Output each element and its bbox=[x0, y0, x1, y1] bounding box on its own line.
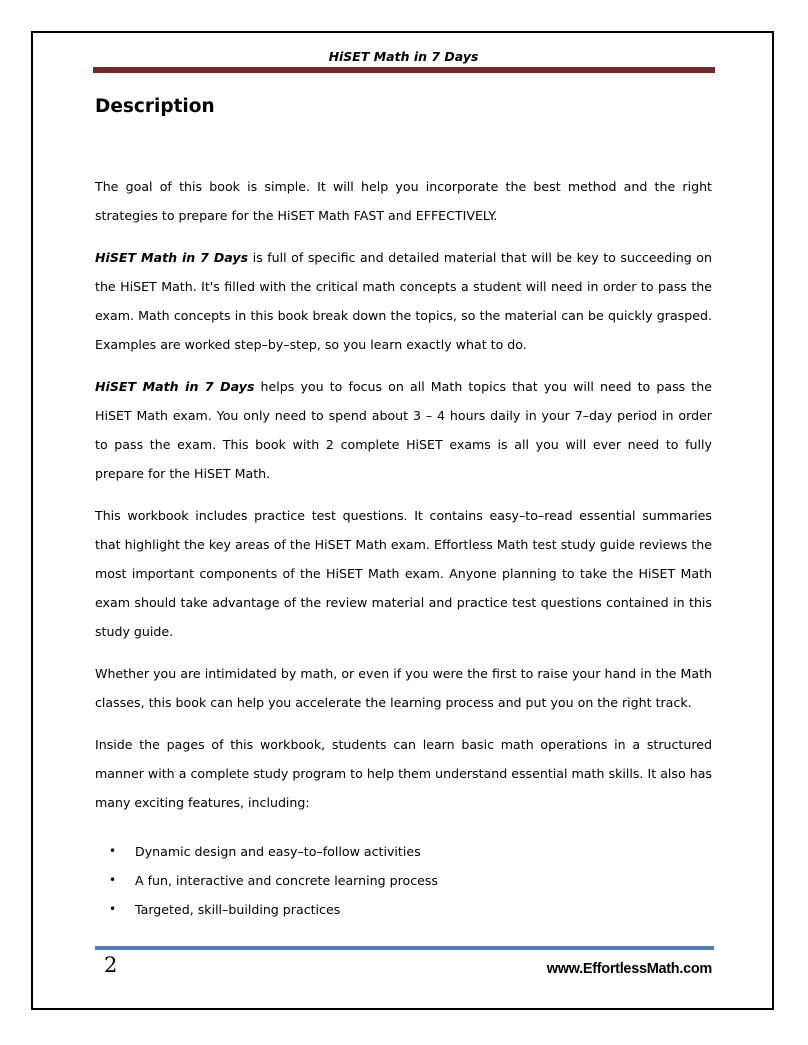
paragraph-focus bbox=[95, 372, 712, 488]
feature-item bbox=[95, 895, 712, 924]
page-number: 2 bbox=[104, 953, 118, 977]
header-divider bbox=[93, 67, 715, 73]
features-list bbox=[95, 837, 712, 924]
section-heading: Description bbox=[95, 96, 215, 117]
feature-item bbox=[95, 866, 712, 895]
feature-item-text: A fun, interactive and concrete learning process bbox=[135, 873, 438, 888]
bullet-icon: • bbox=[109, 873, 117, 887]
description-body bbox=[95, 172, 712, 924]
feature-item bbox=[95, 837, 712, 866]
book-title-ref: HiSET Math in 7 Days bbox=[95, 379, 255, 394]
paragraph-goal: The goal of this book is simple. It will help you incorporate the best method and the right strategies to prepare for the HiSET Math FAST and EFFECTIVELY. bbox=[95, 179, 712, 223]
feature-item-text: Targeted, skill–building practices bbox=[135, 902, 341, 917]
paragraph-workbook: This workbook includes practice test questions. It contains easy–to–read essential summaries that highlight the key areas of the HiSET Math exam. Effortless Math test study guide reviews the most important components of the HiSET Math exam. Anyone planning to take the HiSET Math exam should take advantage of the review material and practice test questions contained in this study guide. bbox=[95, 508, 712, 639]
bullet-icon: • bbox=[109, 902, 117, 916]
paragraph-focus-text: helps you to focus on all Math topics that you will need to pass the HiSET Math exam. You only need to spend about 3 – 4 hours daily in your 7–day period in order to pass the exam. This book with 2 complete HiSET exams is all you will ever need to fully prepare for the HiSET Math. bbox=[95, 379, 712, 481]
running-header-title: HiSET Math in 7 Days bbox=[328, 49, 479, 64]
paragraph-content-text: is full of specific and detailed material that will be key to succeeding on the HiSET Math. It's filled with the critical math concepts a student will need in order to pass the exam. Math concepts in this book break down the topics, so the material can be quickly grasped. Examples are worked step–by–step, so you learn exactly what to do. bbox=[95, 250, 712, 352]
book-title-ref: HiSET Math in 7 Days bbox=[95, 250, 249, 265]
paragraph-features-intro: Inside the pages of this workbook, students can learn basic math operations in a structured manner with a complete study program to help them understand essential math skills. It also has many exciting features, including: bbox=[95, 737, 712, 810]
paragraph-content bbox=[95, 243, 712, 359]
paragraph-intimidated: Whether you are intimidated by math, or even if you were the first to raise your hand in the Math classes, this book can help you accelerate the learning process and put you on the right track. bbox=[95, 666, 712, 710]
footer-divider bbox=[95, 946, 714, 950]
website-url: www.EffortlessMath.com bbox=[546, 961, 712, 977]
feature-item-text: Dynamic design and easy–to–follow activities bbox=[135, 844, 421, 859]
bullet-icon: • bbox=[109, 844, 117, 858]
